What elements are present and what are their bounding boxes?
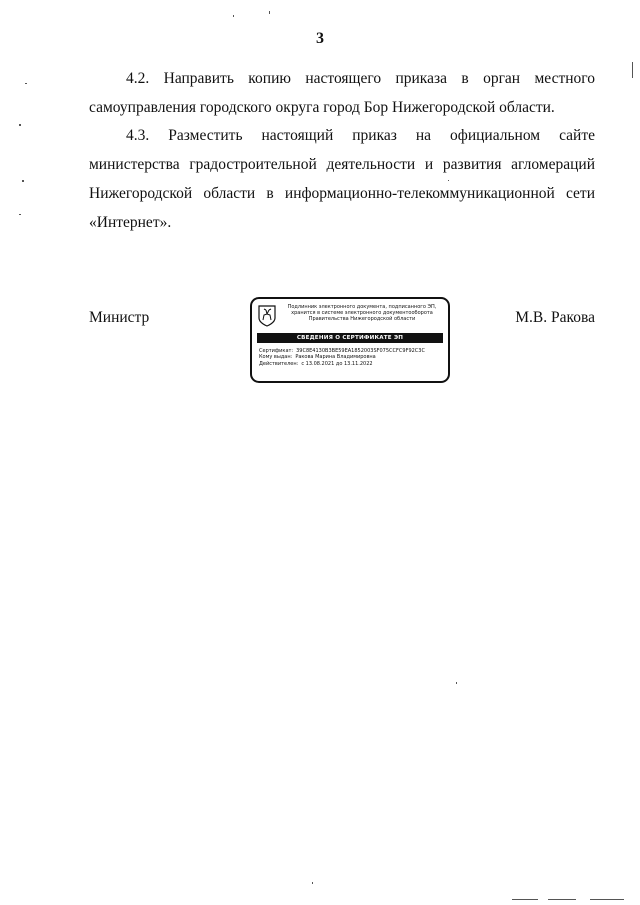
scan-speck <box>456 682 457 684</box>
scan-speck <box>448 180 449 181</box>
scan-speck <box>25 83 27 84</box>
stamp-certificate-bar: СВЕДЕНИЯ О СЕРТИФИКАТЕ ЭП <box>257 333 443 343</box>
scan-speck <box>22 180 24 182</box>
scan-speck <box>590 899 624 900</box>
scan-speck <box>512 899 538 900</box>
stamp-header <box>278 304 446 323</box>
paragraph-4-3: 4.3. Разместить настоящий приказ на официальном сайте министерства градостроительной деятельности и развития агломераций Нижегородской области в информационно-телекоммуникационной сети «Интернет». <box>89 127 595 231</box>
scan-speck <box>19 214 21 215</box>
scan-speck <box>312 882 313 884</box>
valid-value: с 13.08.2021 до 13.11.2022 <box>301 360 373 367</box>
issued-to-value: Ракова Марина Владимировна <box>295 354 376 361</box>
scan-speck <box>548 899 576 900</box>
stamp-details <box>259 348 445 367</box>
signer-name: М.В. Ракова <box>515 309 595 326</box>
issued-to-label: Кому выдан: <box>259 354 293 361</box>
electronic-signature-stamp <box>250 297 450 383</box>
certificate-value: 39C8E4130B3BE59EA1852003SF075CCFC9F92C3C <box>296 348 425 354</box>
scan-speck <box>19 124 21 126</box>
page-number: 3 <box>316 30 324 47</box>
stamp-valid-row <box>259 361 445 367</box>
stamp-header-line: Подлинник электронного документа, подписанного ЭП, <box>287 304 437 310</box>
stamp-header-line: Правительства Нижегородской области <box>308 316 416 323</box>
scan-speck <box>269 11 270 14</box>
scan-speck <box>632 62 633 78</box>
valid-label: Действителен: <box>259 360 299 367</box>
certificate-label: Сертификат: <box>259 348 294 354</box>
deer-coat-of-arms-icon <box>258 305 276 327</box>
stamp-header-line: хранится в системе электронного документооборота <box>291 310 433 317</box>
paragraph-4-2: 4.2. Направить копию настоящего приказа в орган местного самоуправления городского округа город Бор Нижегородской области. <box>89 70 595 116</box>
scan-speck <box>233 15 234 17</box>
signer-title: Министр <box>89 309 150 326</box>
